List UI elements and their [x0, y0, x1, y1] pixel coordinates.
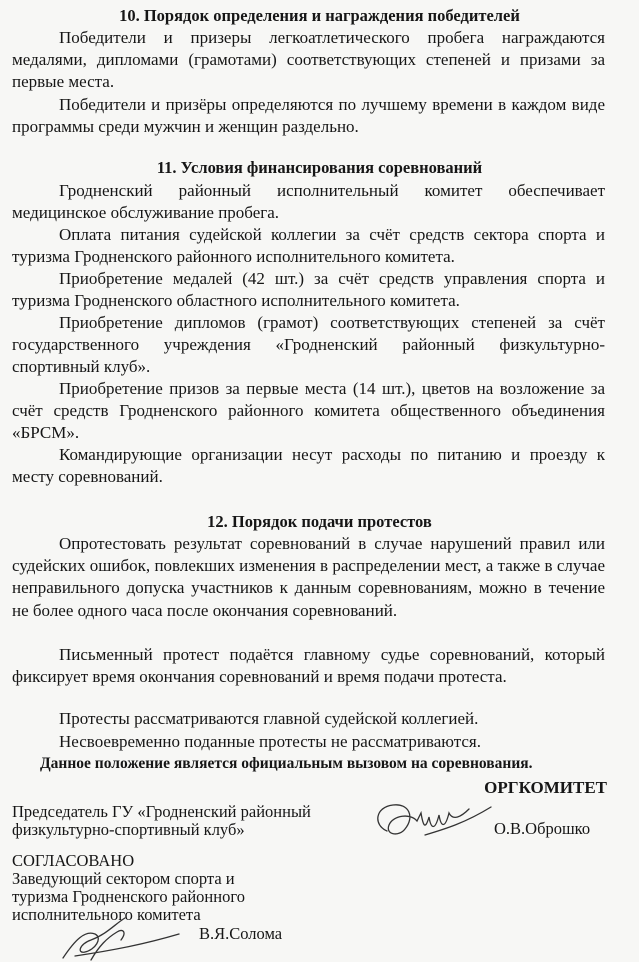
section-11-paragraph-5: Приобретение призов за первые места (14 шт.), цветов на возложение за счёт средств Гродненского районного комитета общественного объединения «БРСМ».: [12, 379, 605, 443]
section-12-paragraph-2: Письменный протест подаётся главному судье соревнований, который фиксирует время окончания соревнований и время подачи протеста.: [12, 645, 605, 687]
chair-title-line-1: Председатель ГУ «Гродненский районный: [12, 802, 311, 821]
head-title-line-3: исполнительного комитета: [12, 905, 201, 924]
section-10-paragraph-1: Победители и призеры легкоатлетического пробега награждаются медалями, дипломами (грамотами) соответствующих степеней и призами за первые места.: [12, 28, 605, 92]
section-11-title: 11. Условия финансирования соревнований: [156, 158, 483, 177]
chair-title-line-2: физкультурно-спортивный клуб»: [12, 820, 245, 839]
head-name: В.Я.Солома: [199, 924, 283, 943]
section-11-paragraph-3: Приобретение медалей (42 шт.) за счёт средств управления спорта и туризма Гродненского областного исполнительного комитета.: [12, 269, 605, 311]
section-11-paragraph-2: Оплата питания судейской коллегии за счёт средств сектора спорта и туризма Гродненского районного исполнительного комитета.: [12, 225, 605, 267]
orgcommittee-label: ОРГКОМИТЕТ: [484, 778, 607, 797]
chair-signature-icon: [365, 795, 495, 845]
section-12-paragraph-4: Несвоевременно поданные протесты не рассматриваются.: [59, 732, 481, 751]
head-signature-icon: [55, 910, 185, 962]
agreed-label: СОГЛАСОВАНО: [12, 851, 135, 870]
section-10-paragraph-2: Победители и призёры определяются по лучшему времени в каждом виде программы среди мужчин и женщин раздельно.: [12, 95, 605, 137]
chair-name: О.В.Оброшко: [494, 819, 591, 838]
section-12-title: 12. Порядок подачи протестов: [207, 512, 432, 531]
section-10-title: 10. Порядок определения и награждения победителей: [119, 6, 520, 25]
section-11-paragraph-6: Командирующие организации несут расходы по питанию и проезду к месту соревнований.: [12, 445, 605, 487]
section-11-paragraph-1: Гродненский районный исполнительный комитет обеспечивает медицинское обслуживание пробега.: [12, 181, 605, 223]
section-12-paragraph-1: Опротестовать результат соревнований в случае нарушений правил или судейских ошибок, повлекших изменения в распределении мест, а также в случае неправильного допуска участников к данным соревнованиям, можно в течение не более одного часа после окончания соревнований.: [12, 534, 605, 620]
head-title-line-2: туризма Гродненского районного: [12, 887, 245, 906]
head-title-line-1: Заведующий сектором спорта и: [12, 869, 235, 888]
section-12-paragraph-3: Протесты рассматриваются главной судейской коллегией.: [59, 709, 479, 728]
section-11-paragraph-4: Приобретение дипломов (грамот) соответствующих степеней за счёт государственного учреждения «Гродненский районный физкультурно-спортивный клуб».: [12, 313, 605, 377]
official-call-statement: Данное положение является официальным вызовом на соревнования.: [40, 755, 533, 772]
